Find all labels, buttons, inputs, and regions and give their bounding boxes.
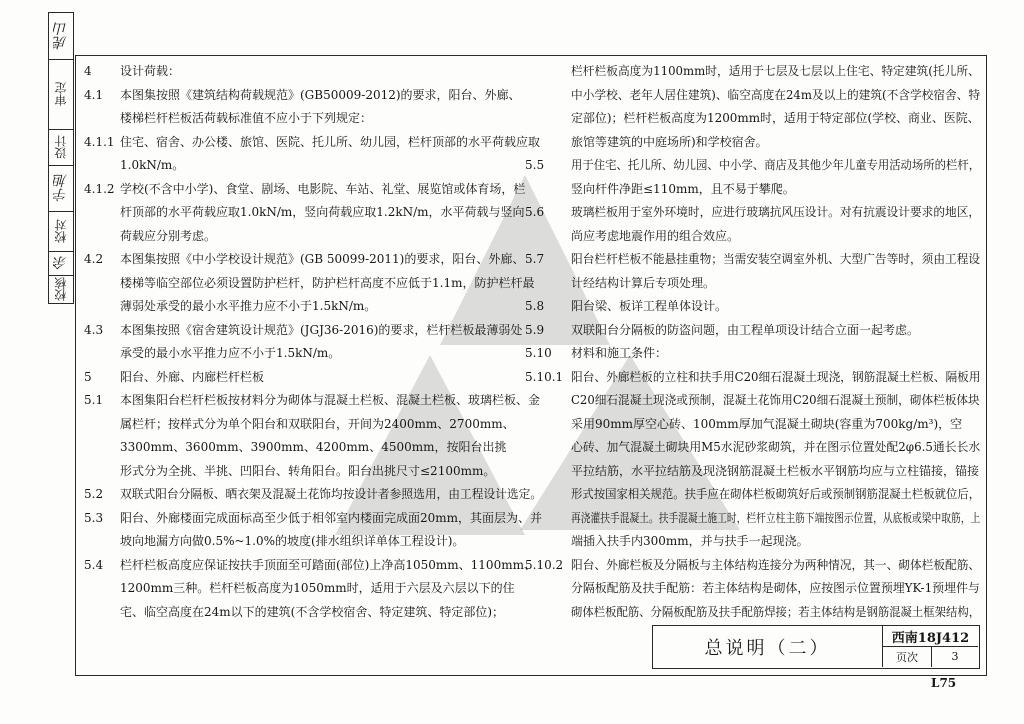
clause-text: 薄弱处承受的最小水平推力应不小于1.5kN/m。 bbox=[120, 299, 377, 313]
atlas-number: 西南18J412 bbox=[883, 626, 978, 647]
design-label: 设计 bbox=[54, 135, 68, 159]
page-value: 3 bbox=[951, 650, 959, 663]
clause-text: 学校(不含中小学)、食堂、剧场、电影院、车站、礼堂、展览馆或体育场，栏 bbox=[120, 181, 526, 196]
clause-number: 5.10 bbox=[525, 346, 552, 360]
clause-text: 楼梯栏杆栏板活荷载标准值不应小于下列规定： bbox=[120, 111, 373, 125]
clause-number: 4.3 bbox=[84, 322, 104, 337]
clause-text: 竖向杆件净距≤110mm，且不易于攀爬。 bbox=[571, 181, 795, 196]
signoff-strip bbox=[48, 12, 74, 304]
clause-text: 尚应考虑地震作用的组合效应。 bbox=[571, 228, 740, 243]
signature: 虎山 bbox=[53, 22, 69, 50]
clause-text: 阳台、外廊栏板的立柱和扶手用C20细石混凝土现浇，钢筋混凝土栏板、隔板用 bbox=[571, 369, 981, 384]
clause-text: 玻璃栏板用于室外环境时，应进行玻璃抗风压设计。对有抗震设计要求的地区， bbox=[571, 205, 981, 219]
clause-text: 采用90mm厚空心砖、100mm厚加气混凝土砌块(容重为700kg/m³)，空 bbox=[571, 416, 963, 431]
design-signature: 宇旭 bbox=[53, 174, 69, 202]
clause-text: 中小学校、老年人居住建筑)、临空高度在24m及以上的建筑(不含学校宿舍、特 bbox=[571, 87, 981, 102]
clause-number: 5.4 bbox=[84, 557, 104, 572]
clause-text: 1.0kN/m。 bbox=[120, 158, 185, 172]
clause-text: 定部位)；栏杆栏板高度为1200mm时，适用于特定部位(学校、商业、医院、 bbox=[571, 111, 980, 125]
clause-number: 4 bbox=[84, 64, 92, 78]
clause-number: 5.1 bbox=[84, 393, 104, 407]
clause-number: 5.3 bbox=[84, 510, 104, 525]
clause-text: 本图集按照《宿舍建筑设计规范》(JGJ36-2016)的要求，栏杆栏板最薄弱处 bbox=[120, 322, 523, 337]
signoff-signature-cell bbox=[49, 13, 73, 60]
clause-text: 平拉结筋，水平拉结筋及现浇钢筋混凝土栏板水平钢筋均应与立柱锚接，锚接 bbox=[571, 463, 980, 478]
clause-text: 杆顶部的水平荷载应取1.0kN/m，竖向荷载应取1.2kN/m，水平荷载与竖向 bbox=[120, 205, 525, 219]
clause-number: 5.8 bbox=[525, 299, 545, 313]
clause-text: 属栏杆；按样式分为单个阳台和双联阳台，开间为2400mm、2700mm、 bbox=[120, 416, 515, 431]
clause-text: 用于住宅、托儿所、幼儿园、中小学、商店及其他少年儿童专用活动场所的栏杆， bbox=[571, 158, 981, 172]
signoff-check-cell bbox=[49, 211, 73, 252]
signoff-design-signature-cell bbox=[49, 165, 73, 212]
drawing-title: 总说明（二） bbox=[653, 626, 883, 667]
page-label: 页次 bbox=[883, 646, 932, 667]
page-number: L75 bbox=[931, 676, 957, 690]
clause-text: 荷载应分别考虑。 bbox=[120, 228, 217, 243]
clause-number: 4.2 bbox=[84, 252, 104, 266]
clause-text: 计经结构计算后专项处理。 bbox=[571, 275, 716, 290]
audit-label: 审定 bbox=[54, 82, 68, 106]
signoff-proof-cell bbox=[49, 275, 73, 303]
clause-text: 分隔板配筋及扶手配筋：若主体结构是砌体，应按图示位置预埋YK-1预埋件与 bbox=[571, 581, 980, 595]
clause-text: 住宅、宿舍、办公楼、旅馆、医院、托儿所、幼儿园，栏杆顶部的水平荷载应取 bbox=[120, 134, 541, 149]
clause-text: 心砖、加气混凝土砌块用M5水泥砂浆砌筑，并在图示位置处配2φ6.5通长长水 bbox=[571, 440, 981, 454]
clause-text: 栏杆栏板高度为1100mm时，适用于七层及七层以上住宅、特定建筑(托儿所、 bbox=[571, 64, 980, 78]
clause-text: 形式分为全挑、半挑、凹阳台、转角阳台。阳台出挑尺寸≤2100mm。 bbox=[120, 463, 496, 478]
clause-text: 3300mm、3600mm、3900mm、4200mm、4500mm，按阳台出挑 bbox=[120, 440, 507, 454]
clause-number: 5.2 bbox=[84, 487, 104, 501]
clause-number: 4.1.1 bbox=[84, 134, 115, 149]
proof-label: 校核 bbox=[54, 277, 68, 301]
clause-text: 本图集阳台栏杆栏板按材料分为砌体与混凝土栏板、混凝土栏板、玻璃栏板、金 bbox=[120, 393, 541, 407]
title-block bbox=[652, 625, 980, 669]
clause-text: C20细石混凝土现浇或预制，混凝土花饰用C20细石混凝土预制，砌体栏板体块 bbox=[571, 393, 980, 407]
clause-number: 5.5 bbox=[525, 158, 545, 172]
clause-text: 砌体栏板配筋、分隔板配筋及扶手配筋焊接；若主体结构是钢筋混凝土框架结构， bbox=[571, 604, 981, 619]
clause-text: 阳台、外廊楼面完成面标高至少低于相邻室内楼面完成面20mm，其面层为、并 bbox=[120, 510, 543, 525]
signoff-audit-cell bbox=[49, 59, 73, 130]
clause-text: 材料和施工条件： bbox=[571, 346, 668, 360]
clause-number: 5 bbox=[84, 369, 92, 384]
clause-text: 双联式阳台分隔板、晒衣架及混凝土花饰均按设计者参照选用，由工程设计选定。 bbox=[120, 487, 543, 501]
clause-number: 5.7 bbox=[525, 252, 545, 266]
clause-text: 再浇灌扶手混凝土。扶手混凝土施工时，栏杆立柱主筋下端按图示位置，从底板或梁中取筋，上 bbox=[571, 510, 981, 525]
check-label: 校对 bbox=[54, 219, 68, 243]
clause-text: 阳台梁、板详工程单体设计。 bbox=[571, 299, 728, 313]
clause-text: 承受的最小水平推力应不小于1.5kN/m。 bbox=[120, 346, 341, 360]
check-signature: 余 bbox=[53, 256, 69, 270]
clause-text: 阳台、外廊栏板及分隔板与主体结构连接分为两种情况，其一、砌体栏板配筋、 bbox=[571, 557, 981, 572]
clause-text: 双联阳台分隔板的防盗问题，由工程单项设计结合立面一起考虑。 bbox=[571, 322, 920, 337]
clause-number: 5.9 bbox=[525, 322, 545, 337]
signoff-design-cell bbox=[49, 129, 73, 166]
page-info bbox=[883, 646, 978, 667]
clause-text: 宅、临空高度在24m以下的建筑(不含学校宿舍、特定建筑、特定部位)； bbox=[120, 604, 505, 619]
clause-number: 4.1.2 bbox=[84, 181, 115, 196]
clause-number: 5.10.2 bbox=[525, 557, 564, 572]
clause-text: 旅馆等建筑的中庭场所)和学校宿舍。 bbox=[571, 134, 768, 149]
clause-text: 阳台、外廊、内廊栏杆栏板 bbox=[120, 369, 265, 384]
clause-text: 设计荷载： bbox=[120, 64, 181, 78]
clause-text: 端插入扶手内300mm，并与扶手一起现浇。 bbox=[571, 534, 809, 548]
clause-text: 形式按国家相关规范。扶手应在砌体栏板砌筑好后或预制钢筋混凝土栏板就位后， bbox=[571, 487, 981, 501]
clause-text: 1200mm三种。栏杆栏板高度为1050mm时，适用于六层及六层以下的住 bbox=[120, 581, 515, 595]
clause-number: 4.1 bbox=[84, 87, 104, 102]
signoff-check-signature-cell bbox=[49, 251, 73, 276]
clause-number: 5.10.1 bbox=[525, 369, 564, 384]
clause-number: 5.6 bbox=[525, 205, 545, 219]
clause-text: 本图集按照《中小学校设计规范》(GB 50099-2011)的要求，阳台、外廊、 bbox=[120, 252, 525, 266]
clause-text: 本图集按照《建筑结构荷载规范》(GB50009-2012)的要求，阳台、外廊、 bbox=[120, 87, 521, 102]
clause-text: 栏杆栏板高度应保证按扶手顶面至可踏面(部位)上净高1050mm、1100mm、 bbox=[120, 557, 536, 572]
clause-text: 坡向地漏方向做0.5%~1.0%的坡度(排水组织详单体工程设计)。 bbox=[120, 534, 465, 548]
clause-text: 楼梯等临空部位必须设置防护栏杆，防护栏杆高度不应低于1.1m，防护栏杆最 bbox=[120, 275, 535, 290]
clause-text: 阳台栏杆栏板不能悬挂重物；当需安装空调室外机、大型广告等时，须由工程设 bbox=[571, 252, 981, 266]
